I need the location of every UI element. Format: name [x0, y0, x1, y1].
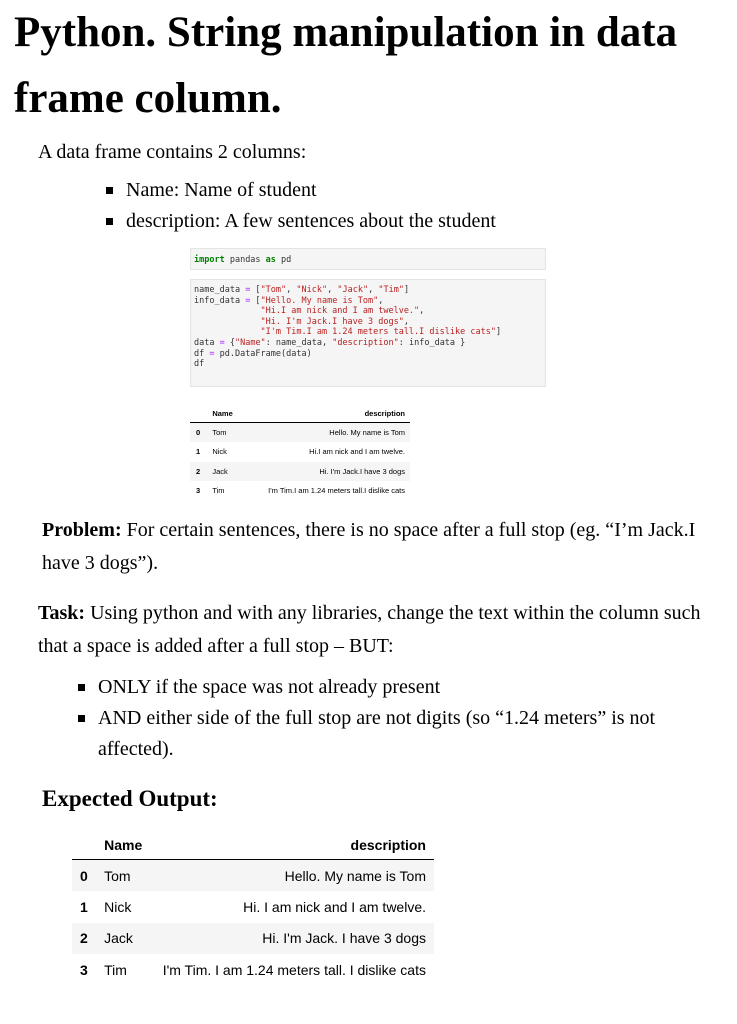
name-header: Name	[96, 830, 151, 860]
code-cell-import: import pandas as pd	[190, 248, 546, 270]
row-index: 0	[80, 867, 88, 884]
table-row	[72, 860, 434, 892]
name-cell: Tim	[104, 961, 127, 978]
row-index: 2	[196, 466, 201, 476]
table-row	[72, 923, 434, 955]
list-item: Name: Name of student	[106, 175, 496, 206]
description-cell: Hi. I'm Jack. I have 3 dogs	[262, 930, 426, 947]
description-cell: Hi. I'm Jack.I have 3 dogs	[319, 466, 405, 476]
description-header: description	[242, 404, 410, 423]
description-header: description	[151, 830, 434, 860]
input-dataframe-table	[190, 404, 410, 501]
code-line: df	[194, 359, 205, 370]
list-item: ONLY if the space was not already present	[78, 672, 718, 703]
code-line: "Hi. I'm Jack.I have 3 dogs",	[260, 316, 409, 327]
task-statement	[38, 597, 718, 663]
code-line: info_data = ["Hello. My name is Tom",	[194, 295, 384, 306]
problem-statement	[42, 514, 722, 580]
task-label: Task:	[38, 602, 86, 624]
list-item: AND either side of the full stop are not digits (so “1.24 meters” is not affected).	[78, 703, 718, 765]
output-dataframe-table	[72, 830, 434, 986]
row-index: 3	[196, 486, 201, 496]
description-cell: Hi. I am nick and I am twelve.	[243, 898, 426, 915]
name-cell: Jack	[212, 466, 228, 476]
description-cell: I'm Tim. I am 1.24 meters tall. I dislike cats	[162, 961, 426, 978]
table-row	[190, 481, 410, 501]
code-line: df = pd.DataFrame(data)	[194, 348, 312, 359]
table-row	[72, 954, 434, 986]
description-cell: I'm Tim.I am 1.24 meters tall.I dislike cats	[268, 486, 405, 496]
code-cell-dataframe	[190, 279, 546, 387]
description-cell: Hi.I am nick and I am twelve.	[309, 447, 405, 457]
problem-text: For certain sentences, there is no space after a full stop (eg. “I’m Jack.I have 3 dogs”).	[42, 519, 696, 574]
column-description-list	[106, 175, 496, 237]
expected-output-heading: Expected Output:	[42, 786, 218, 811]
code-line: "I'm Tim.I am 1.24 meters tall.I dislike cats"]	[260, 327, 502, 338]
row-index: 1	[196, 447, 201, 457]
table-row	[190, 442, 410, 462]
row-index: 2	[80, 930, 88, 947]
name-cell: Nick	[212, 447, 227, 457]
index-header	[72, 830, 96, 860]
table-row	[190, 462, 410, 482]
name-cell: Tim	[212, 486, 225, 496]
table-header-row	[190, 404, 410, 423]
description-cell: Hello. My name is Tom	[284, 867, 426, 884]
list-item: description: A few sentences about the student	[106, 206, 496, 237]
table-row	[72, 891, 434, 923]
name-header: Name	[207, 404, 242, 423]
row-index: 3	[80, 961, 88, 978]
code-line: data = {"Name": name_data, "description": info_data }	[194, 337, 466, 348]
task-text: Using python and with any libraries, change the text within the column such that a space is added after a full stop – BUT:	[38, 602, 701, 657]
conditions-list	[78, 672, 718, 765]
row-index: 1	[80, 898, 88, 915]
name-cell: Tom	[212, 428, 227, 437]
code-line: "Hi.I am nick and I am twelve.",	[260, 306, 425, 317]
name-cell: Jack	[104, 930, 133, 947]
name-cell: Tom	[104, 867, 131, 884]
code-line: name_data = ["Tom", "Nick", "Jack", "Tim"]	[194, 285, 410, 295]
intro-text: A data frame contains 2 columns:	[38, 141, 307, 163]
description-cell: Hello. My name is Tom	[329, 428, 405, 437]
problem-label: Problem:	[42, 519, 122, 541]
row-index: 0	[196, 428, 201, 437]
index-header	[190, 404, 207, 423]
name-cell: Nick	[104, 898, 132, 915]
page-title: Python. String manipulation in data frame column.	[14, 9, 678, 122]
table-row	[190, 423, 410, 443]
table-header-row	[72, 830, 434, 860]
